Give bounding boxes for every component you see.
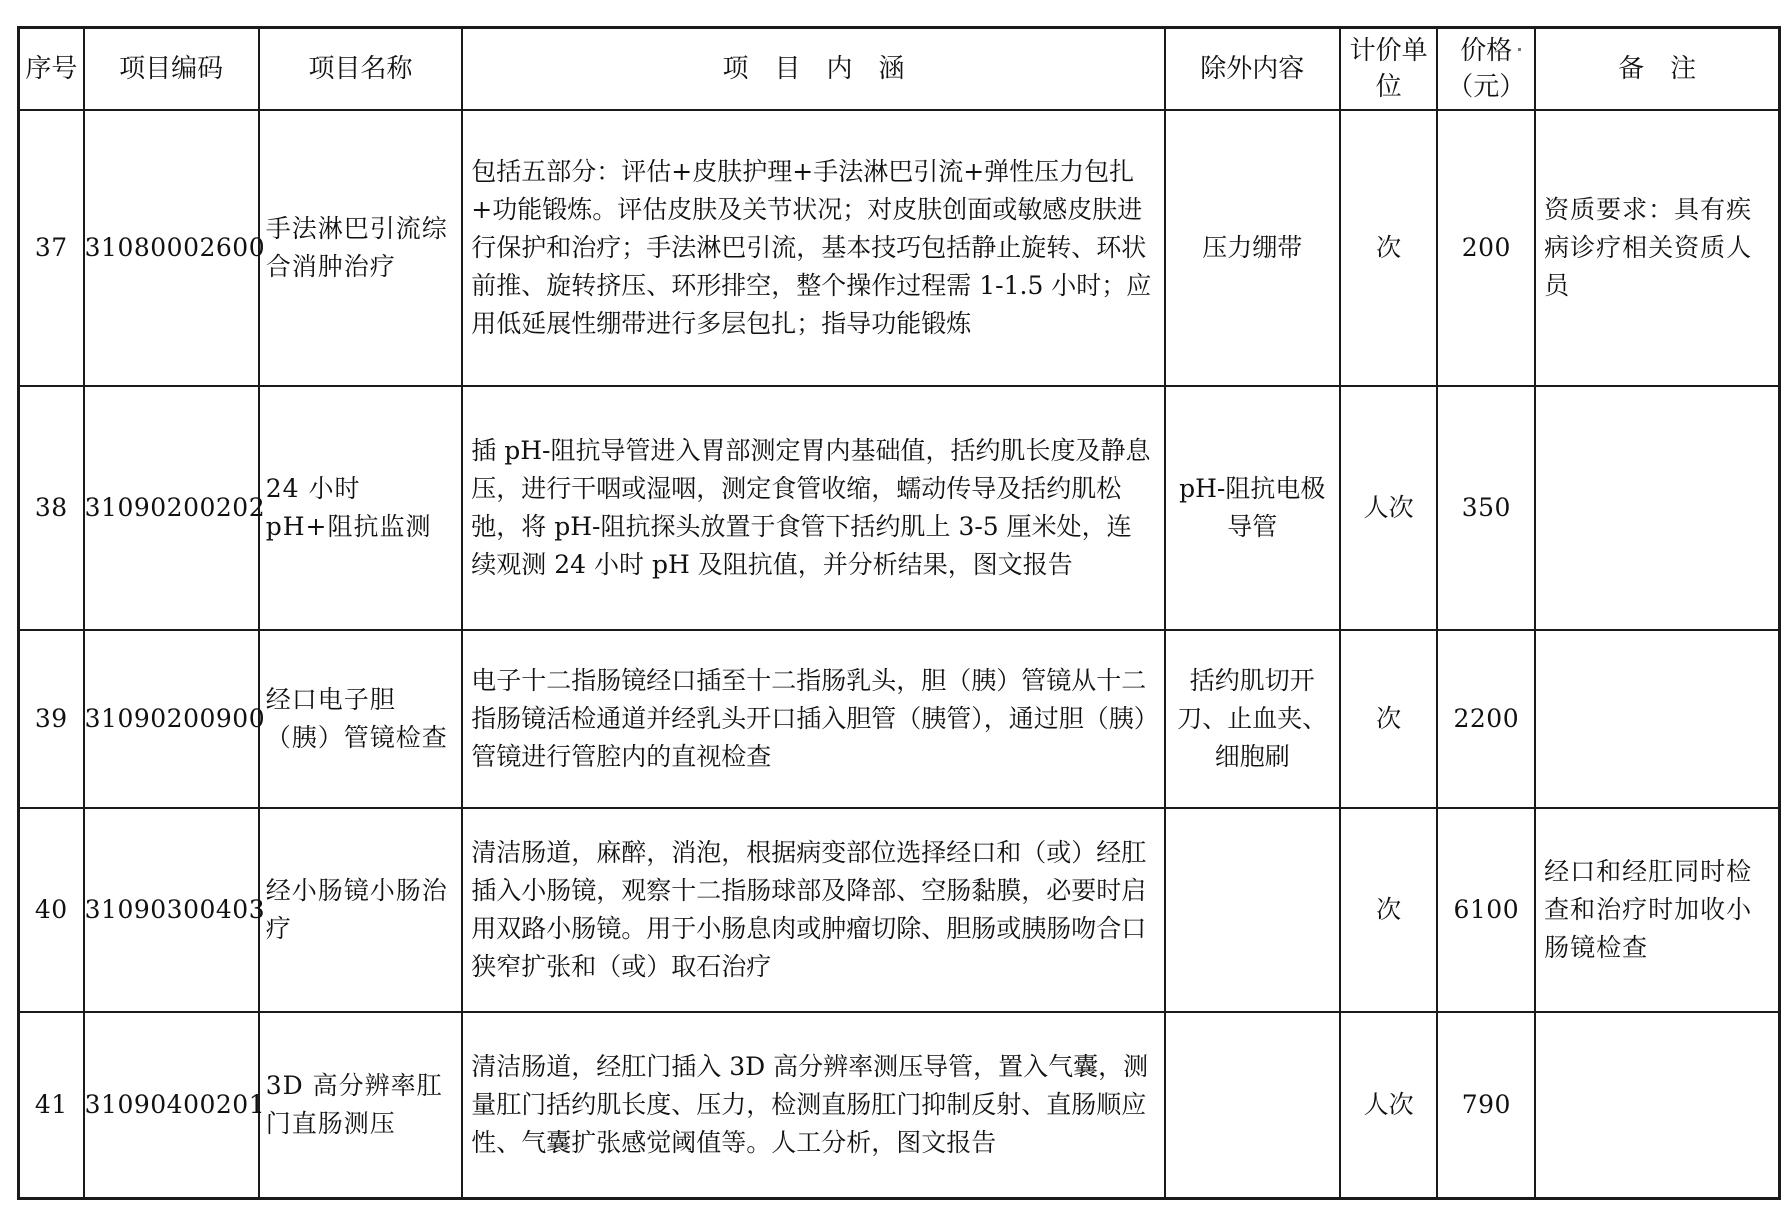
- header-row: [19, 28, 1780, 111]
- row-seq: 41: [19, 1012, 84, 1198]
- table-row: [19, 808, 1780, 1012]
- row-seq: 37: [19, 110, 84, 386]
- row-remarks: 资质要求：具有疾病诊疗相关资质人员: [1535, 110, 1779, 386]
- row-name: 经小肠镜小肠治疗: [259, 808, 463, 1012]
- row-unit: 人次: [1340, 386, 1438, 630]
- row-name: 3D 高分辨率肛门直肠测压: [259, 1012, 463, 1198]
- row-price: 2200: [1437, 630, 1535, 808]
- row-code: 31090300403: [84, 808, 259, 1012]
- header-seq: 序号: [19, 28, 84, 111]
- row-name: 经口电子胆（胰）管镜检查: [259, 630, 463, 808]
- row-code: 31090400201: [84, 1012, 259, 1198]
- row-content: 插 pH-阻抗导管进入胃部测定胃内基础值，括约肌长度及静息压，进行干咽或湿咽，测定食管收缩，蠕动传导及括约肌松弛，将 pH-阻抗探头放置于食管下括约肌上 3-5 厘米处，连续观测 24 小时 pH 及阻抗值，并分析结果，图文报告: [462, 386, 1164, 630]
- header-unit: 计价单位: [1340, 28, 1438, 111]
- header-remarks: 备 注: [1535, 28, 1779, 111]
- row-code: 31090200900: [84, 630, 259, 808]
- row-remarks: [1535, 1012, 1779, 1198]
- header-price: 价格（元）: [1437, 28, 1535, 111]
- row-seq: 40: [19, 808, 84, 1012]
- row-unit: 次: [1340, 110, 1438, 386]
- row-code: 31080002600: [84, 110, 259, 386]
- row-content: 包括五部分：评估+皮肤护理+手法淋巴引流+弹性压力包扎+功能锻炼。评估皮肤及关节状况；对皮肤创面或敏感皮肤进行保护和治疗；手法淋巴引流，基本技巧包括静止旋转、环状前推、旋转挤压、环形排空，整个操作过程需 1-1.5 小时；应用低延展性绷带进行多层包扎；指导功能锻炼: [462, 110, 1164, 386]
- price-table: [17, 26, 1781, 1200]
- row-excluded: [1165, 808, 1340, 1012]
- row-price: 790: [1437, 1012, 1535, 1198]
- scan-speck: [1518, 48, 1521, 51]
- row-remarks: [1535, 630, 1779, 808]
- header-name: 项目名称: [259, 28, 463, 111]
- row-remarks: 经口和经肛同时检查和治疗时加收小肠镜检查: [1535, 808, 1779, 1012]
- row-seq: 39: [19, 630, 84, 808]
- row-excluded: [1165, 1012, 1340, 1198]
- row-name: 手法淋巴引流综合消肿治疗: [259, 110, 463, 386]
- row-unit: 次: [1340, 808, 1438, 1012]
- row-excluded: 压力绷带: [1165, 110, 1340, 386]
- row-content: 电子十二指肠镜经口插至十二指肠乳头，胆（胰）管镜从十二指肠镜活检通道并经乳头开口插入胆管（胰管），通过胆（胰）管镜进行管腔内的直视检查: [462, 630, 1164, 808]
- row-excluded: 括约肌切开刀、止血夹、细胞刷: [1165, 630, 1340, 808]
- row-content: 清洁肠道，麻醉，消泡，根据病变部位选择经口和（或）经肛插入小肠镜，观察十二指肠球部及降部、空肠黏膜，必要时启用双路小肠镜。用于小肠息肉或肿瘤切除、胆肠或胰肠吻合口狭窄扩张和（或）取石治疗: [462, 808, 1164, 1012]
- price-schedule-sheet: [17, 26, 1781, 1200]
- row-price: 200: [1437, 110, 1535, 386]
- header-excluded: 除外内容: [1165, 28, 1340, 111]
- row-remarks: [1535, 386, 1779, 630]
- header-code: 项目编码: [84, 28, 259, 111]
- row-code: 31090200202: [84, 386, 259, 630]
- header-content: 项 目 内 涵: [462, 28, 1164, 111]
- table-row: [19, 1012, 1780, 1198]
- row-price: 6100: [1437, 808, 1535, 1012]
- table-row: [19, 386, 1780, 630]
- row-name: 24 小时 pH+阻抗监测: [259, 386, 463, 630]
- row-excluded: pH-阻抗电极导管: [1165, 386, 1340, 630]
- row-unit: 次: [1340, 630, 1438, 808]
- row-content: 清洁肠道，经肛门插入 3D 高分辨率测压导管，置入气囊，测量肛门括约肌长度、压力，检测直肠肛门抑制反射、直肠顺应性、气囊扩张感觉阈值等。人工分析，图文报告: [462, 1012, 1164, 1198]
- table-row: [19, 630, 1780, 808]
- row-seq: 38: [19, 386, 84, 630]
- table-row: [19, 110, 1780, 386]
- row-price: 350: [1437, 386, 1535, 630]
- row-unit: 人次: [1340, 1012, 1438, 1198]
